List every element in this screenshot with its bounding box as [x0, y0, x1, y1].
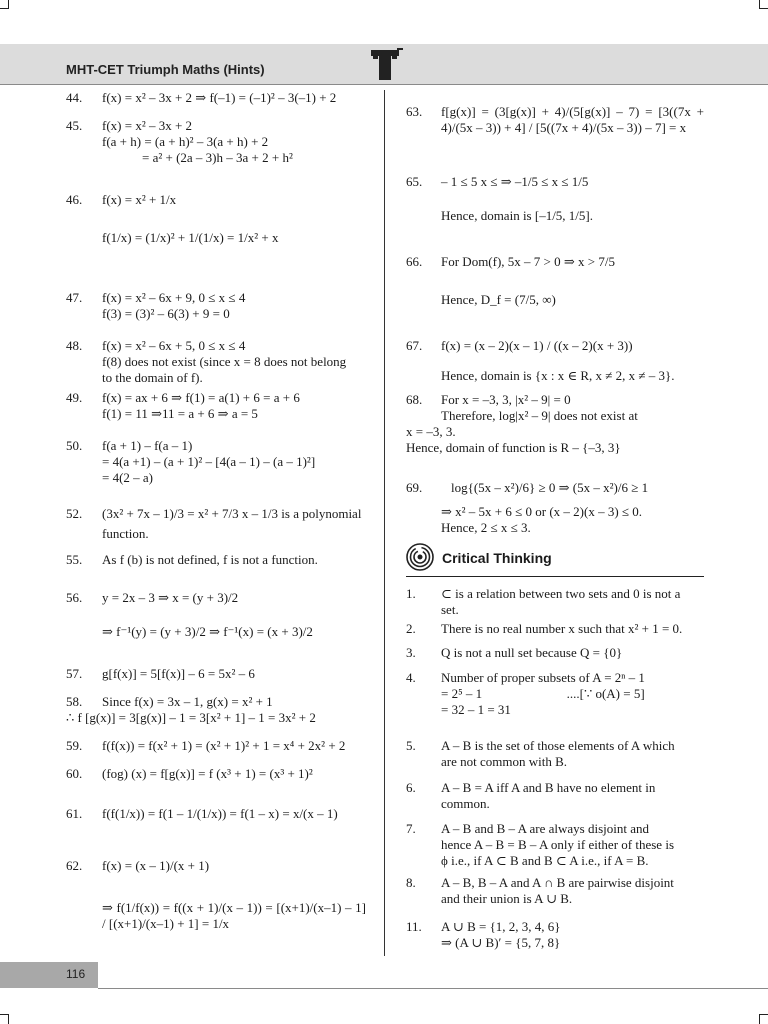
item-line: Since f(x) = 3x – 1, g(x) = x² + 1 [102, 694, 273, 709]
item-line: Hence, domain of function is R – {–3, 3} [406, 440, 621, 455]
item-line: common. [441, 796, 490, 811]
item-number: 68. [406, 392, 423, 407]
item-line: f(x) = x² – 3x + 2 ⇒ f(–1) = (–1)² – 3(–1) + 2 [102, 90, 337, 105]
item-line: f(x) = x² – 3x + 2 [102, 118, 193, 133]
item-number: 3. [406, 645, 416, 660]
item-line: f(x) = (x – 2)(x – 1) / ((x – 2)(x + 3)) [441, 338, 633, 353]
item-number: 60. [66, 766, 83, 781]
publisher-logo-icon [364, 48, 406, 82]
item-line: f(f(x)) = f(x² + 1) = (x² + 1)² + 1 = x⁴ + 2x² + 2 [102, 738, 346, 753]
item-line: (fog) (x) = f[g(x)] = f (x³ + 1) = (x³ + 1)² [102, 766, 313, 781]
item-line: f(x) = x² – 6x + 9, 0 ≤ x ≤ 4 [102, 290, 246, 305]
item-number: 8. [406, 875, 416, 890]
item-line: ⇒ (A ∪ B)′ = {5, 7, 8} [441, 935, 561, 950]
footer-rule [98, 988, 768, 989]
item-line: x = –3, 3. [406, 424, 456, 439]
item-line: Q is not a null set because Q = {0} [441, 645, 623, 660]
crop-mark-bottom-left [0, 1014, 9, 1024]
item-number: 47. [66, 290, 83, 305]
item-line: f(1/x) = (1/x)² + 1/(1/x) = 1/x² + x [102, 230, 279, 245]
item-line: and their union is A ∪ B. [441, 891, 573, 906]
item-line: A – B is the set of those elements of A which [441, 738, 675, 753]
item-number: 56. [66, 590, 83, 605]
item-line: f[g(x)] = (3[g(x)] + 4)/(5[g(x)] – 7) = [3((7x + 4)/(5x – 3)) + 4] / [5((7x + 4)/(5x – 3)) – 7] = x [441, 104, 704, 135]
item-number: 2. [406, 621, 416, 636]
item-number: 6. [406, 780, 416, 795]
item-line: f(8) does not exist (since x = 8 does not belong [102, 354, 347, 369]
crop-mark-top-right [759, 0, 768, 9]
item-number: 7. [406, 821, 416, 836]
item-line: log{(5x – x²)/6} ≥ 0 ⇒ (5x – x²)/6 ≥ 1 [451, 480, 649, 495]
item-number: 49. [66, 390, 83, 405]
crop-mark-top-left [0, 0, 9, 9]
item-line: Hence, 2 ≤ x ≤ 3. [441, 520, 531, 535]
item-line: f(3) = (3)² – 6(3) + 9 = 0 [102, 306, 230, 321]
item-line: ϕ i.e., if A ⊂ B and B ⊂ A i.e., if A = B. [441, 853, 649, 868]
item-number: 46. [66, 192, 83, 207]
item-line: ⇒ f⁻¹(y) = (y + 3)/2 ⇒ f⁻¹(x) = (x + 3)/2 [102, 624, 313, 639]
header-title: MHT-CET Triumph Maths (Hints) [66, 62, 265, 77]
item-line: ⇒ f(1/f(x)) = f((x + 1)/(x – 1)) = [(x+1)/(x–1) – 1] / [(x+1)/(x–1) + 1] = 1/x [102, 900, 366, 931]
item-line: A ∪ B = {1, 2, 3, 4, 6} [441, 919, 561, 934]
item-number: 52. [66, 506, 83, 521]
item-line: ∴ f [g(x)] = 3[g(x)] – 1 = 3[x² + 1] – 1 = 3x² + 2 [66, 710, 316, 725]
item-line: to the domain of f). [102, 370, 203, 385]
item-line: f(1) = 11 ⇒11 = a + 6 ⇒ a = 5 [102, 406, 258, 421]
crop-mark-bottom-right [759, 1014, 768, 1024]
item-number: 1. [406, 586, 416, 601]
item-line: = 4(a +1) – (a + 1)² – [4(a – 1) – (a – 1)²] [102, 454, 316, 469]
item-number: 5. [406, 738, 416, 753]
item-line: = 2⁵ – 1 ....[∵ o(A) = 5] [441, 686, 645, 701]
item-line: are not common with B. [441, 754, 568, 769]
item-line: set. [441, 602, 459, 617]
item-line: For x = –3, 3, |x² – 9| = 0 [441, 392, 571, 407]
item-line: As f (b) is not defined, f is not a function. [102, 552, 318, 567]
item-line: f(x) = (x – 1)/(x + 1) [102, 858, 210, 873]
item-line: ⇒ x² – 5x + 6 ≤ 0 or (x – 2)(x – 3) ≤ 0. [441, 504, 643, 519]
item-line: = a² + (2a – 3)h – 3a + 2 + h² [142, 150, 293, 165]
item-line: A – B = A iff A and B have no element in [441, 780, 656, 795]
item-line: Hence, domain is [–1/5, 1/5]. [441, 208, 593, 223]
item-line: hence A – B = B – A only if either of these is [441, 837, 674, 852]
item-number: 66. [406, 254, 423, 269]
item-number: 45. [66, 118, 83, 133]
item-number: 62. [66, 858, 83, 873]
item-line: ⊂ is a relation between two sets and 0 is not a [441, 586, 681, 601]
column-divider [384, 90, 385, 956]
page-number: 116 [66, 967, 86, 981]
item-line: f(x) = ax + 6 ⇒ f(1) = a(1) + 6 = a + 6 [102, 390, 300, 405]
item-line: Hence, domain is {x : x ∈ R, x ≠ 2, x ≠ – 3}. [441, 368, 675, 383]
item-line: For Dom(f), 5x – 7 > 0 ⇒ x > 7/5 [441, 254, 615, 269]
item-number: 55. [66, 552, 83, 567]
item-number: 44. [66, 90, 83, 105]
item-line: f(x) = x² + 1/x [102, 192, 177, 207]
item-line: f(f(1/x)) = f(1 – 1/(1/x)) = f(1 – x) = x/(x – 1) [102, 806, 338, 821]
item-line: g[f(x)] = 5[f(x)] – 6 = 5x² – 6 [102, 666, 255, 681]
item-line: f(a + 1) – f(a – 1) [102, 438, 193, 453]
item-line: (3x² + 7x – 1)/3 = x² + 7/3 x – 1/3 is a polynomial [102, 506, 362, 521]
item-number: 11. [406, 919, 422, 934]
item-line: A – B, B – A and A ∩ B are pairwise disjoint [441, 875, 674, 890]
item-number: 59. [66, 738, 83, 753]
item-number: 57. [66, 666, 83, 681]
item-number: 48. [66, 338, 83, 353]
item-line: y = 2x – 3 ⇒ x = (y + 3)/2 [102, 590, 239, 605]
item-line: f(a + h) = (a + h)² – 3(a + h) + 2 [102, 134, 269, 149]
item-number: 4. [406, 670, 416, 685]
item-number: 69. [406, 480, 423, 495]
item-number: 61. [66, 806, 83, 821]
item-line: = 4(2 – a) [102, 470, 154, 485]
item-line: – 1 ≤ 5 x ≤ ⇒ –1/5 ≤ x ≤ 1/5 [441, 174, 589, 189]
item-number: 65. [406, 174, 423, 189]
item-line: Number of proper subsets of A = 2ⁿ – 1 [441, 670, 645, 685]
item-line: f(x) = x² – 6x + 5, 0 ≤ x ≤ 4 [102, 338, 246, 353]
item-line: There is no real number x such that x² + 1 = 0. [441, 621, 683, 636]
maze-icon [406, 543, 434, 571]
item-line: A – B and B – A are always disjoint and [441, 821, 649, 836]
item-line: Therefore, log|x² – 9| does not exist at [441, 408, 638, 423]
item-number: 67. [406, 338, 423, 353]
item-number: 50. [66, 438, 83, 453]
item-line: = 32 – 1 = 31 [441, 702, 511, 717]
critical-thinking-heading [406, 542, 704, 577]
critical-thinking-title: Critical Thinking [442, 550, 552, 566]
item-number: 58. [66, 694, 83, 709]
item-line: function. [102, 526, 149, 541]
item-number: 63. [406, 104, 423, 119]
item-line: Hence, D_f = (7/5, ∞) [441, 292, 556, 307]
